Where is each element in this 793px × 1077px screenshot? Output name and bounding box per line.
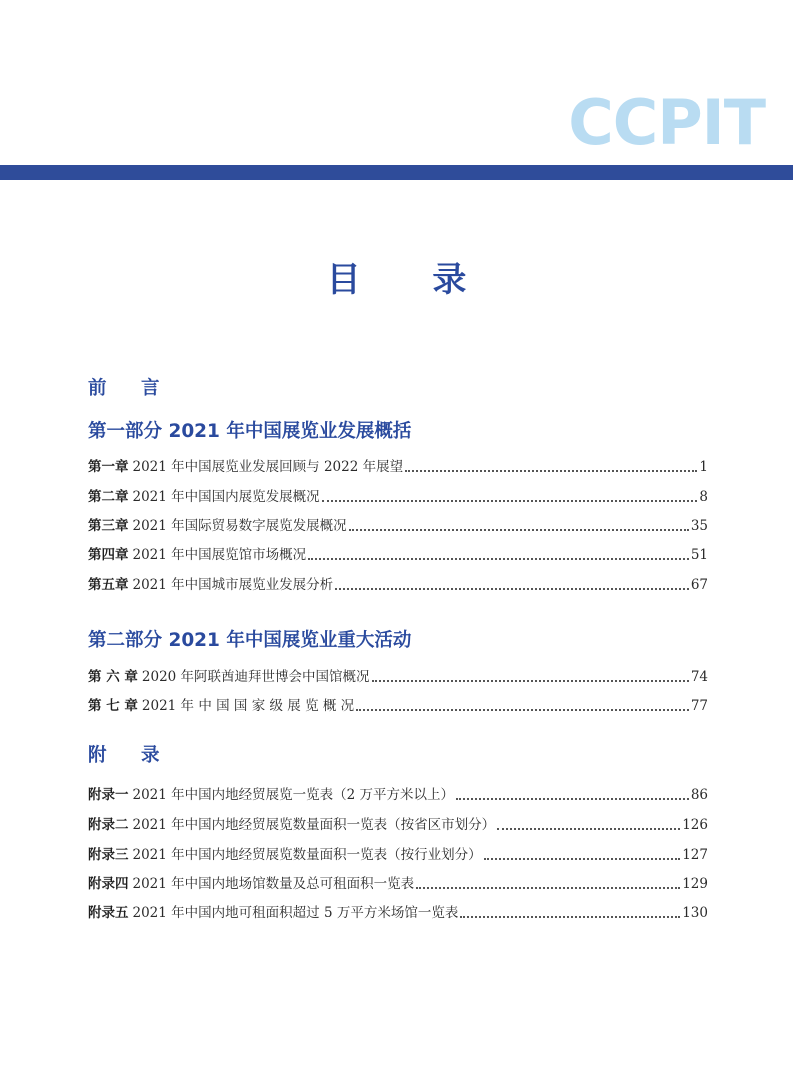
- toc-page-number: 8: [699, 489, 708, 505]
- toc-page-number: 86: [690, 787, 708, 803]
- toc-entry-appendix-2[interactable]: [88, 815, 708, 835]
- toc-page-number: 74: [690, 669, 708, 685]
- toc-entry-ch5[interactable]: [88, 575, 708, 595]
- toc-page-number: 35: [690, 518, 708, 534]
- toc-label: 附录四: [88, 876, 129, 892]
- toc-text: 2021 年 中 国 国 家 级 展 览 概 况: [141, 698, 355, 714]
- toc-text: 2021 年国际贸易数字展览发展概况: [132, 518, 347, 534]
- toc-label: 第 七 章: [88, 698, 138, 714]
- toc-entry-ch6[interactable]: [88, 667, 708, 687]
- toc-text: 2021 年中国展览馆市场概况: [132, 547, 307, 563]
- leader-dots: [484, 858, 681, 860]
- leader-dots: [322, 500, 698, 502]
- toc-text: 2021 年中国城市展览业发展分析: [132, 577, 334, 593]
- page-title: 目 录: [326, 260, 497, 300]
- toc-label: 附录二: [88, 817, 129, 833]
- toc-page-number: 77: [690, 698, 708, 714]
- leader-dots: [372, 680, 689, 682]
- toc-label: 第五章: [88, 577, 129, 593]
- toc-text: 2021 年中国内地经贸展览数量面积一览表（按省区市划分）: [132, 817, 496, 833]
- toc-label: 附录五: [88, 905, 129, 921]
- toc-page-number: 51: [690, 547, 708, 563]
- header-band: [0, 165, 793, 180]
- leader-dots: [349, 529, 689, 531]
- toc-label: 第二章: [88, 489, 129, 505]
- leader-dots: [335, 588, 689, 590]
- toc-entry-ch3[interactable]: [88, 516, 708, 536]
- preface-heading[interactable]: 前 言: [88, 378, 174, 399]
- toc-entry-appendix-4[interactable]: [88, 874, 708, 894]
- toc-label: 附录一: [88, 787, 129, 803]
- toc-page-number: 127: [682, 847, 708, 863]
- toc-text: 2021 年中国内地经贸展览一览表（2 万平方米以上）: [132, 787, 455, 803]
- part1-heading[interactable]: 第一部分 2021 年中国展览业发展概括: [88, 421, 412, 442]
- toc-label: 第四章: [88, 547, 129, 563]
- toc-entry-ch4[interactable]: [88, 545, 708, 565]
- part2-heading[interactable]: 第二部分 2021 年中国展览业重大活动: [88, 630, 412, 651]
- toc-page-number: 126: [682, 817, 708, 833]
- toc-entry-appendix-5[interactable]: [88, 903, 708, 923]
- toc-page-number: 129: [682, 876, 708, 892]
- toc-text: 2021 年中国内地场馆数量及总可租面积一览表: [132, 876, 415, 892]
- toc-page-number: 130: [682, 905, 708, 921]
- toc-entry-ch1[interactable]: [88, 457, 708, 477]
- toc-entry-appendix-3[interactable]: [88, 845, 708, 865]
- leader-dots: [460, 916, 680, 918]
- leader-dots: [405, 470, 697, 472]
- toc-text: 2021 年中国展览业发展回顾与 2022 年展望: [132, 459, 404, 475]
- toc-entry-appendix-1[interactable]: [88, 785, 708, 805]
- leader-dots: [308, 558, 689, 560]
- leader-dots: [356, 709, 689, 711]
- toc-label: 第三章: [88, 518, 129, 534]
- toc-page-number: 67: [690, 577, 708, 593]
- toc-label: 附录三: [88, 847, 129, 863]
- toc-page-number: 1: [699, 459, 708, 475]
- toc-label: 第一章: [88, 459, 129, 475]
- toc-text: 2021 年中国内地可租面积超过 5 万平方米场馆一览表: [132, 905, 459, 921]
- leader-dots: [416, 887, 680, 889]
- leader-dots: [456, 798, 689, 800]
- toc-text: 2021 年中国国内展览发展概况: [132, 489, 320, 505]
- toc-entry-ch2[interactable]: [88, 487, 708, 507]
- toc-entry-ch7[interactable]: [88, 696, 708, 716]
- toc-text: 2021 年中国内地经贸展览数量面积一览表（按行业划分）: [132, 847, 482, 863]
- leader-dots: [497, 828, 680, 830]
- appendix-heading[interactable]: 附 录: [88, 745, 174, 766]
- toc-label: 第 六 章: [88, 669, 138, 685]
- toc-text: 2020 年阿联酋迪拜世博会中国馆概况: [141, 669, 370, 685]
- ccpit-logo: CCPIT: [568, 86, 765, 159]
